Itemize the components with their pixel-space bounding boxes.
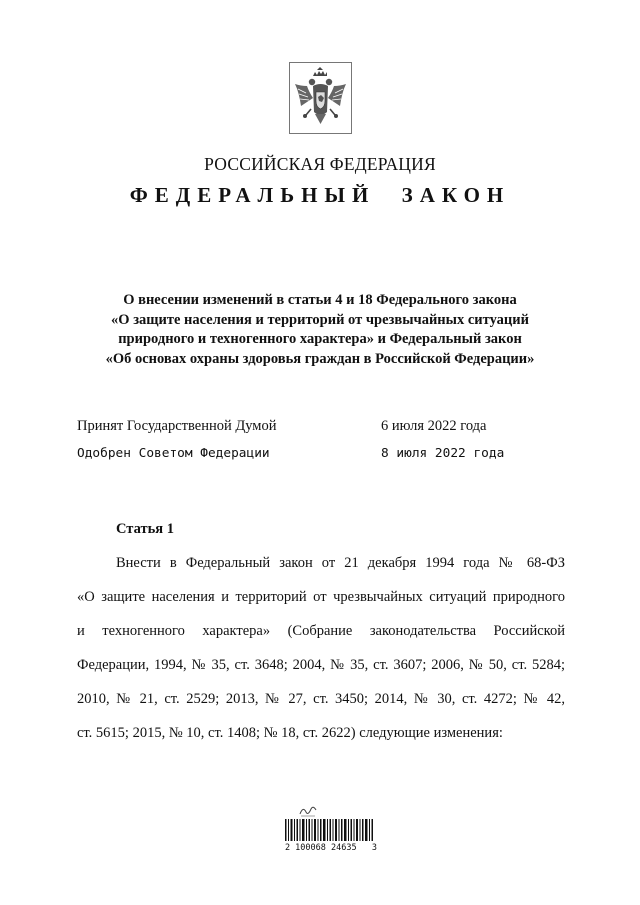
article-line: Федерации, 1994, № 35, ст. 3648; 2004, № 35, ст. 3607; 2006, № 50, ст. 5284;	[77, 657, 565, 673]
law-title-line: О внесении изменений в статьи 4 и 18 Федерального закона	[123, 292, 517, 308]
article-line: Внести в Федеральный закон от 21 декабря 1994 года № 68-ФЗ	[116, 555, 565, 571]
council-approval-label: Одобрен Советом Федерации	[77, 446, 270, 461]
country-name: РОССИЙСКАЯ ФЕДЕРАЦИЯ	[204, 154, 436, 174]
state-emblem-icon	[289, 62, 352, 134]
article-line: «О защите населения и территорий от чрезвычайных ситуаций природного	[77, 589, 565, 605]
registration-mark-icon	[298, 804, 318, 818]
council-approval-date: 8 июля 2022 года	[381, 446, 505, 461]
duma-adoption-date: 6 июля 2022 года	[381, 418, 487, 434]
duma-adoption-label: Принят Государственной Думой	[77, 418, 277, 434]
law-title-line: «О защите населения и территорий от чрезвычайных ситуаций	[111, 311, 529, 328]
article-line: 2010, № 21, ст. 2529; 2013, № 27, ст. 3450; 2014, № 30, ст. 4272; № 42,	[77, 691, 565, 707]
law-title-line: «Об основах охраны здоровья граждан в Российской Федерации»	[105, 350, 535, 367]
document-type: ФЕДЕРАЛЬНЫЙ ЗАКОН	[129, 183, 511, 207]
article-body	[77, 551, 565, 755]
law-title-line: природного и техногенного характера» и Федеральный закон	[118, 331, 522, 347]
barcode	[285, 819, 375, 841]
law-title	[60, 291, 580, 369]
article-heading: Статья 1	[116, 521, 174, 537]
article-line: ст. 5615; 2015, № 10, ст. 1408; № 18, ст. 2622) следующие изменения:	[77, 725, 503, 741]
article-line: и техногенного характера» (Собрание законодательства Российской	[77, 623, 565, 639]
barcode-number: 2 100068 24635 3	[284, 843, 378, 853]
